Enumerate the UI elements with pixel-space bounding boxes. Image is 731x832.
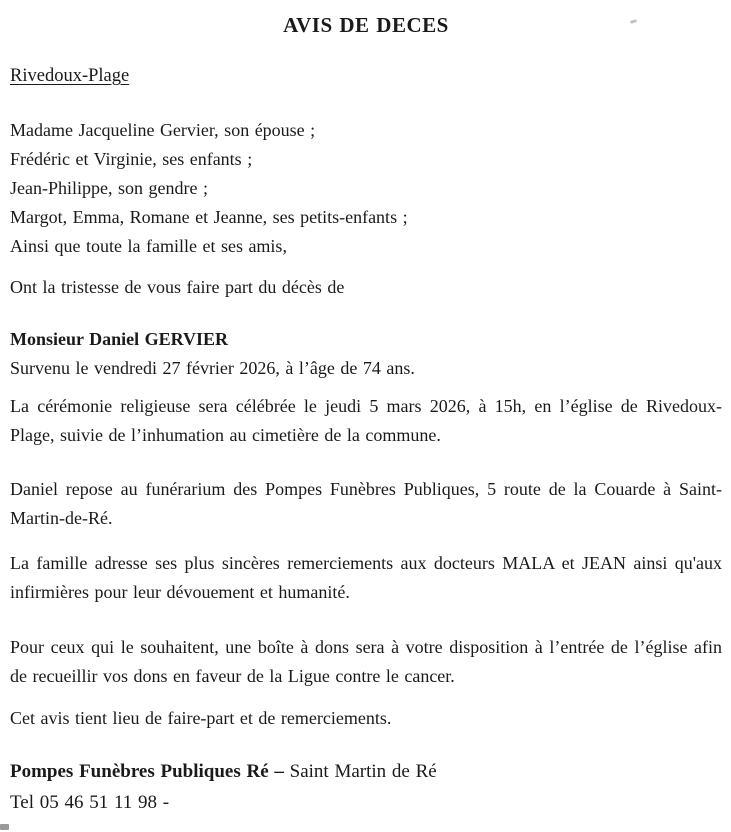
family-list — [10, 116, 722, 261]
paragraph-line: Pour ceux qui le souhaitent, une boîte à dons sera à votre disposition à l’entrée de l’église afin — [10, 637, 722, 657]
death-date-line: Survenu le vendredi 27 février 2026, à l’âge de 74 ans. — [10, 358, 415, 378]
family-line: Margot, Emma, Romane et Jeanne, ses petits-enfants ; — [10, 207, 408, 227]
paragraph-line: de recueillir vos dons en faveur de la Ligue contre le cancer. — [10, 666, 455, 686]
phone-line: Tel 05 46 51 11 98 - — [10, 792, 170, 813]
closing-line: Cet avis tient lieu de faire-part et de remerciements. — [10, 708, 392, 728]
paragraph-line: La famille adresse ses plus sincères remerciements aux docteurs MALA et JEAN ainsi qu'aux — [10, 553, 722, 573]
page-title: AVIS DE DECES — [283, 13, 449, 37]
paragraph-line: Daniel repose au funérarium des Pompes Funèbres Publiques, 5 route de la Couarde à Saint- — [10, 479, 722, 499]
location-heading: Rivedoux-Plage — [10, 66, 130, 86]
funeral-home-name: Pompes Funèbres Publiques Ré – — [10, 761, 284, 782]
paragraph-line: Martin-de-Ré. — [10, 508, 113, 528]
paragraph-line: La cérémonie religieuse sera célébrée le jeudi 5 mars 2026, à 15h, en l’église de Rivedoux- — [10, 396, 722, 416]
funeral-home-line — [10, 756, 722, 787]
paragraph — [10, 549, 722, 607]
family-line: Jean-Philippe, son gendre ; — [10, 178, 208, 198]
funeral-home-city: Saint Martin de Ré — [283, 761, 437, 782]
paragraph-line: infirmières pour leur dévouement et humanité. — [10, 582, 350, 602]
paragraph — [10, 633, 722, 691]
scan-artifact — [0, 824, 9, 830]
intro-line: Ont la tristesse de vous faire part du décès de — [10, 277, 345, 297]
paragraph — [10, 475, 722, 533]
deceased-name: Monsieur Daniel GERVIER — [10, 329, 229, 349]
footer-block — [10, 756, 722, 818]
family-line: Madame Jacqueline Gervier, son épouse ; — [10, 120, 316, 140]
family-line: Ainsi que toute la famille et ses amis, — [10, 236, 287, 256]
paragraph-line: Plage, suivie de l’inhumation au cimetière de la commune. — [10, 425, 441, 445]
paragraph — [10, 392, 722, 450]
body-paragraphs — [10, 392, 722, 691]
family-line: Frédéric et Virginie, ses enfants ; — [10, 149, 253, 169]
deceased-block — [10, 325, 722, 383]
